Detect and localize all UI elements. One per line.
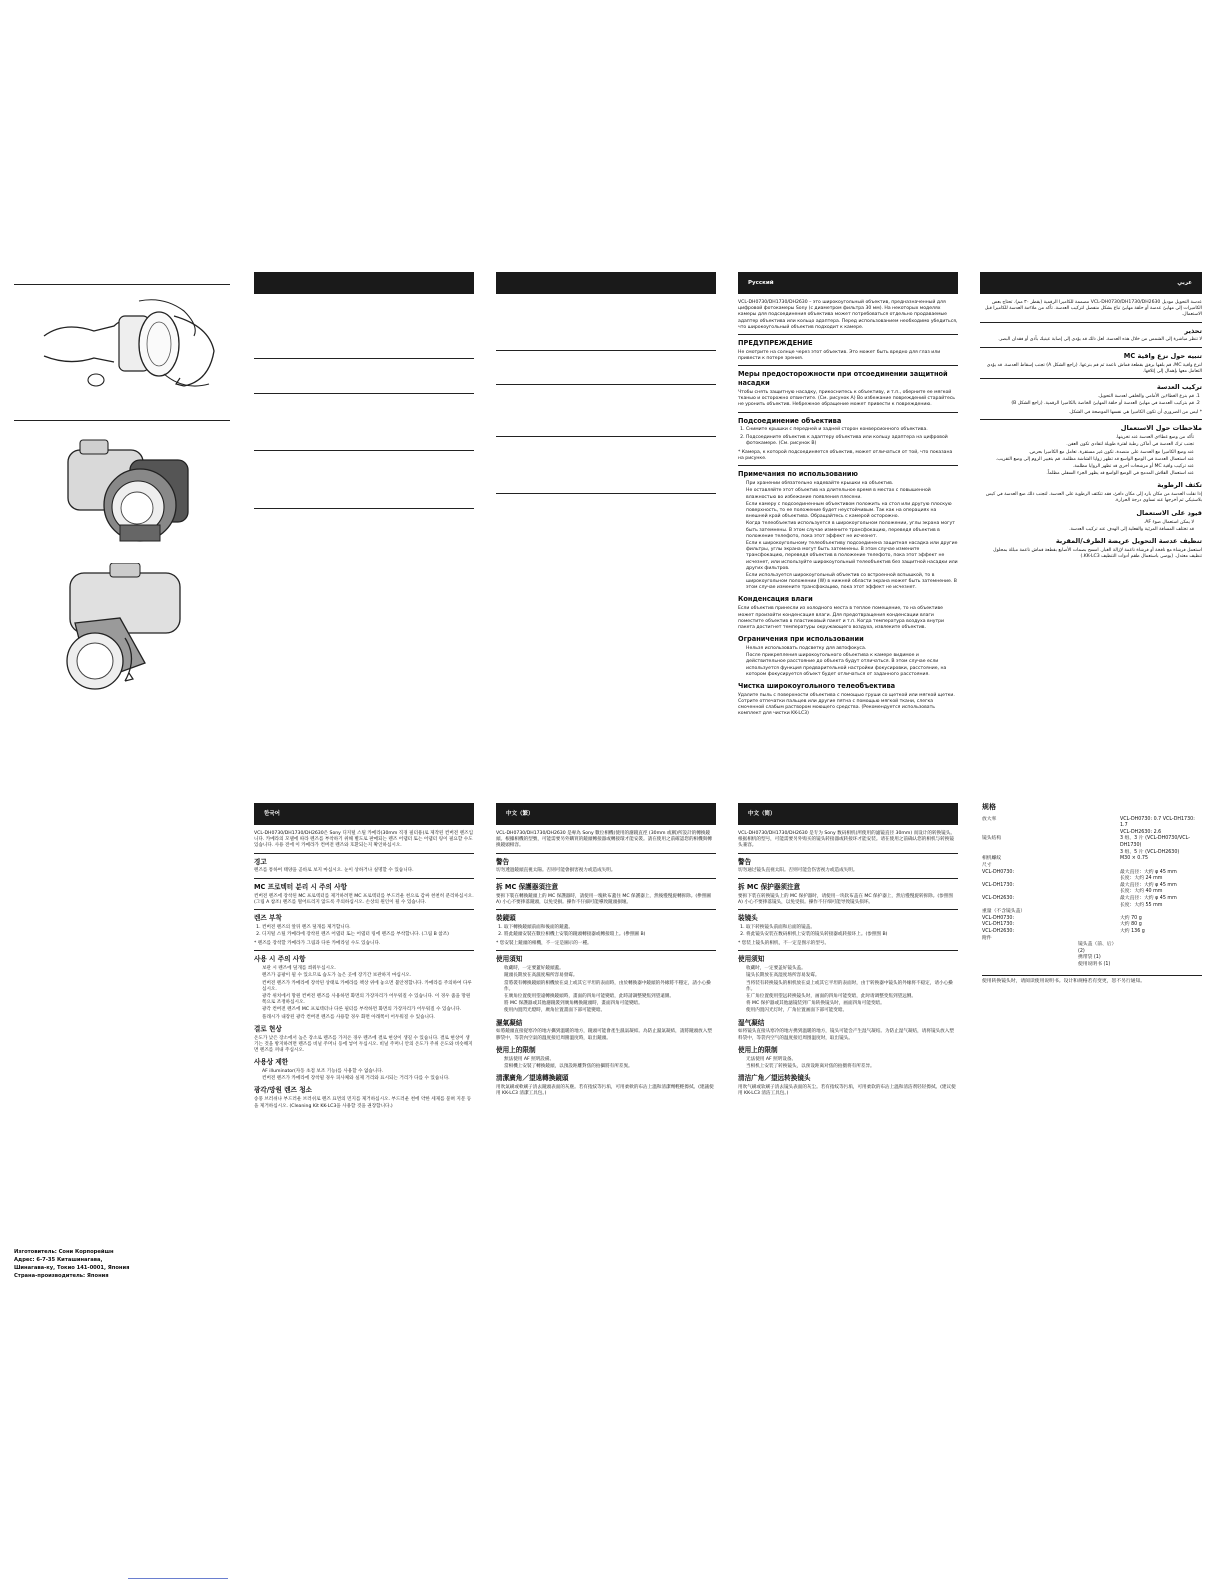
russian-section bbox=[738, 272, 958, 772]
spec-cell-item bbox=[1072, 883, 1120, 890]
korean-warning-title: 경고 bbox=[254, 857, 267, 866]
simp-chinese-clean-title: 清洁广角／望远转换镜头 bbox=[738, 1074, 811, 1083]
korean-note: • 광각 위치에서 망원 컨버전 렌즈를 사용하면 화면의 가장자리가 어두워질 수 있습니다. 이 경우 줌을 망원 쪽으로 조정하십시오. bbox=[262, 994, 474, 1006]
russian-cond-body: Если объектив принесли из холодного места в теплое помещение, то на объективе может произойти конденсация влаги. Для предотвращения конденсации влаги поместите объектив в пластиковый пакет и т.п. Когда температура воздуха внутри пакета достигнет температуры окружающего воздуха, извлеките объектив. bbox=[738, 606, 945, 630]
manufacturer-line: Изготовитель: Сони Корпорейшн bbox=[14, 1249, 114, 1255]
divider bbox=[254, 909, 474, 910]
russian-limits-title: Ограничения при использовании bbox=[738, 635, 864, 644]
trad-chinese-clean-body: 用吹氣刷或軟刷子清去鏡頭表面的灰塵。若有指紋等污垢，可用柔軟的布沾上溫和清潔劑輕輕擦拭。(建議使用 KK-LC3 清潔工具包。) bbox=[496, 1084, 714, 1097]
spec-cell-value: 大约 70 g bbox=[1120, 915, 1142, 921]
simp-chinese-limits-title: 使用上的限制 bbox=[738, 1045, 778, 1054]
spec-cell-value: 最大直径：大约 φ 45 mm bbox=[1120, 869, 1177, 875]
specifications-footer: 使用转换镜头时，请阅读使用说明书。设计和规格若有变更，恕不另行通知。 bbox=[982, 975, 1202, 986]
russian-notes-title: Примечания по использованию bbox=[738, 470, 858, 479]
trad-chinese-limits-title: 使用上的限制 bbox=[496, 1045, 536, 1054]
korean-attach-step: 1. 컨버전 렌즈의 앞뒤 렌즈 덮개를 제거합니다. bbox=[262, 925, 474, 931]
spec-cell-item bbox=[1072, 876, 1120, 883]
russian-note: • Если камеру с подсоединенным объективом положить на стол или другую плоскую поверхность, то ее положение будет неустойчивым. Так как на операциях на внешней край объектива. Обращайтесь с камерой осторожно. bbox=[746, 502, 958, 521]
simp-chinese-notes-title: 使用须知 bbox=[738, 955, 765, 964]
trad-chinese-intro: VCL-DH0730/DH1730/DH2630 是專為 Sony 數位相機(使用的濾鏡直徑 (30mm 或稱)所設計的轉換鏡頭。根據相機的型號，可能需要另外購買的鏡頭轉接器或轉接環才能安裝。請在使用之前確認您的相機與轉換鏡頭相容。 bbox=[496, 831, 712, 849]
arabic-note: • عند وضع الكاميرا مع العدسة على منضدة، تكون غير مستقرة. تعامل مع الكاميرا بحرص. bbox=[980, 450, 1194, 456]
simp-chinese-section bbox=[738, 803, 958, 1243]
simp-chinese-limit: • 当相机上安装了转换镜头，以预设距离对焦的拍摄将有所差异。 bbox=[746, 1064, 958, 1070]
russian-attach-step: 1. Снимите крышки с передней и задней сторон конверсионного объектива. bbox=[746, 427, 958, 433]
simp-chinese-attach-step: 2. 将此镜头安装在数码相机上安装的镜头转接器或转接环上。(参照图 B) bbox=[746, 932, 958, 938]
simp-chinese-mc-title: 拆 MC 保护器须注意 bbox=[738, 882, 801, 891]
korean-note: • 광각 컨버전 렌즈에 MC 프로텍터나 다른 필터를 부착하면 화면의 가장자리가 어두워질 수 있습니다. bbox=[262, 1007, 474, 1013]
korean-intro: VCL-DH0730/DH1730/DH2630은 Sony 디지털 스틸 카메라(30mm 직경 필터용)로 제작된 컨버전 렌즈입니다. 카메라의 모델에 따라 렌즈를 부착하기 위해 별도로 판매되는 렌즈 어댑터 또는 어댑터 링이 필요할 수도 있습니다. 사용 전에 이 카메라가 컨버전 렌즈와 호환되는지 확인하십시오. bbox=[254, 831, 474, 849]
korean-note: • 렌즈가 곰팡이 될 수 있으므로 습도가 높은 곳에 장기간 보관하지 마십시오. bbox=[262, 973, 474, 979]
trad-chinese-cond-body: 如將鏡頭直接從寒冷的地方攜到溫暖的地方，鏡頭可能會產生濕氣凝結。為防止濕氣凝結，請將鏡頭放入塑膠袋中，等袋內空氣的溫度接近周圍溫度時，取出鏡頭。 bbox=[496, 1029, 712, 1041]
russian-limit: • Нельзя использовать подсветку для автофокуса. bbox=[746, 646, 958, 652]
russian-cond-title: Конденсация влаги bbox=[738, 595, 813, 604]
spec-cell-item bbox=[1072, 909, 1120, 916]
simp-chinese-attach-step: 1. 取下转换镜头前面和后面的镜盖。 bbox=[746, 925, 958, 931]
spec-cell-item bbox=[1072, 850, 1120, 857]
simp-chinese-note: • 在广角位置使用望远转换镜头时，画面的四角可能变暗，此时请调整变焦到望远侧。 bbox=[746, 994, 958, 1000]
simp-chinese-intro: VCL-DH0730/DH1730/DH2630 是专为 Sony 数码相机(所使用的滤镜直径 30mm) 而设计的转换镜头。根据相机的型号，可能需要另外购买的镜头转接器或转接环才能安装。请在使用之前确认您的相机与转换镜头兼容。 bbox=[738, 831, 955, 849]
russian-note: • Когда телеобъектив используется в широкоугольном положении, углы экрана могут быть затемнены. В этом случае измените трансфокацию, переведя объектив в положение телефото, пока этот эффект не исчезнет. bbox=[746, 521, 958, 540]
arabic-attach-step: 1. قم بنزع الغطاءين الأمامي والخلفي لعدسة التحويل. bbox=[980, 394, 1194, 400]
arabic-limit: • قد تختلف المسافة المرئية والفعلية إلى الهدف عند تركيب العدسة. bbox=[980, 527, 1194, 533]
arabic-clean-body: استعمل فرشاة مع نافخة أو فرشاة ناعمة لإزالة الغبار. امسح بصمات الأصابع بقطعة قماش ناعمة مبللة بمحلول تنظيف معتدل. (يوصى باستعمال طقم أدوات التنظيف KK-LC3.) bbox=[993, 547, 1202, 559]
arabic-attach-title: تركيب العدسة bbox=[1156, 382, 1202, 391]
arabic-note: • عند استعمال الفلاش المدمج في الوضع الواسع قد يظهر الجزء السفلي مظلماً. bbox=[980, 471, 1194, 477]
blank-rule bbox=[254, 450, 474, 451]
simp-chinese-cond-body: 如将镜头直接从寒冷的地方携到温暖的地方，镜头可能会产生湿气凝结。为防止湿气凝结，请将镜头放入塑料袋中，等袋内空气的温度接近周围温度时，取出镜头。 bbox=[738, 1029, 954, 1041]
trad-chinese-note: • 鏡頭長期放在高濕度場所容易發霉。 bbox=[504, 973, 716, 979]
spec-cell-item bbox=[1072, 896, 1120, 903]
manufacturer-info bbox=[14, 1248, 129, 1280]
spec-cell-value: 长度：大约 40 mm bbox=[1120, 889, 1163, 895]
trad-chinese-notes-title: 使用須知 bbox=[496, 955, 523, 964]
spec-row bbox=[982, 942, 1202, 955]
simp-chinese-mc-body: 要拆下装在转换镜头上的 MC 保护器时，请使用一块软布盖在 MC 保护器上，然后慢慢旋转拆除。(参照图 A) 小心不要摔落镜头，以免受损。操作不仔细可能导致镜头损坏。 bbox=[738, 893, 953, 905]
arabic-cond-title: تكثف الرطوبة bbox=[1157, 481, 1202, 490]
spec-cell-label: 镜头结构 bbox=[982, 836, 1002, 842]
trad-chinese-mc-body: 要拆下裝在轉換鏡頭上的 MC 保護器時，請使用一塊軟布蓋住 MC 保護器上，然後慢慢旋轉拆除。(參照圖 A) 小心不要摔落鏡頭，以免受損。操作不仔細可能導致鏡頭損壞。 bbox=[496, 893, 711, 905]
blank-rule bbox=[496, 384, 716, 385]
simp-chinese-note: • 当将装有转换镜头的相机放在桌上或其它平坦的表面时，由于转换器中镜头的外缘将不稳定，请小心操作。 bbox=[746, 981, 958, 993]
simp-chinese-attach-title: 装镜头 bbox=[738, 913, 758, 922]
divider bbox=[738, 950, 958, 951]
trad-chinese-attach-title: 裝鏡頭 bbox=[496, 913, 516, 922]
spec-cell-item: 携带袋 (1) bbox=[1078, 955, 1101, 961]
manufacturer-line: Шинагава-ку, Токио 141-0001, Япония bbox=[14, 1265, 130, 1272]
spec-cell-label bbox=[982, 876, 1072, 883]
spec-row bbox=[982, 883, 1202, 890]
spec-cell-item bbox=[1072, 903, 1120, 910]
divider bbox=[738, 909, 958, 910]
blank-column-2 bbox=[496, 272, 716, 294]
simp-chinese-note: • 收藏时，一定要盖好镜头盖。 bbox=[746, 966, 958, 972]
russian-attach-note: * Камера, к которой подсоединяется объектив, может отличаться от той, что показана на рисунке. bbox=[738, 450, 953, 462]
divider bbox=[496, 909, 716, 910]
spec-cell-value: 大约 80 g bbox=[1120, 922, 1142, 928]
trad-chinese-cond-title: 濕氣凝結 bbox=[496, 1018, 523, 1027]
spec-cell-label: 放大率 bbox=[982, 816, 997, 822]
spec-cell-item bbox=[1072, 817, 1120, 830]
spec-cell-value bbox=[1120, 863, 1202, 870]
korean-notes-title: 사용 시 주의 사항 bbox=[254, 955, 306, 964]
russian-warning-title: ПРЕДУПРЕЖДЕНИЕ bbox=[738, 338, 813, 347]
divider bbox=[496, 878, 716, 879]
spec-row bbox=[982, 836, 1202, 849]
spec-cell-value bbox=[1120, 936, 1202, 943]
divider bbox=[496, 853, 716, 854]
spec-row bbox=[982, 850, 1202, 857]
spec-cell-item bbox=[1072, 863, 1120, 870]
korean-clean-body: 송풍 브러쉬나 부드러운 브러쉬로 렌즈 표면의 먼지를 제거하십시오. 부드러운 천에 약한 세제를 묻혀 지문 등을 제거하십시오. (Cleaning Kit KK-LC3을 사용할 것을 권장합니다.) bbox=[254, 1097, 472, 1109]
arabic-note: • عند استعمال العدسة في الوضع الواسع قد تظهر زوايا الشاشة مظلمة. قم بتغيير الزوم إلى وضع التقريب. bbox=[980, 457, 1194, 463]
divider bbox=[254, 878, 474, 879]
spec-cell-item: 使用说明书 (1) bbox=[1078, 962, 1111, 968]
divider bbox=[738, 465, 958, 466]
spec-cell-item bbox=[1072, 870, 1120, 877]
trad-chinese-note: • 將 MC 保護器或其他濾鏡裝到廣角轉換鏡頭時，畫面四角可能變暗。 bbox=[504, 1001, 716, 1007]
trad-chinese-section bbox=[496, 803, 716, 1243]
korean-limit: • AF illuminator(자동 초점 보조 기능)를 사용할 수 없습니다. bbox=[262, 1069, 474, 1075]
spec-cell-value bbox=[1120, 955, 1202, 962]
spec-cell-label: VCL-DH2630: bbox=[982, 895, 1015, 901]
arabic-mc-body: لنزع واقية MC، قم بلفها برفق بقطعة قماش ناعمة ثم قم بنزعها. (راجع الشكل A) تجنب إسقاط العدسة. قد يؤدي التعامل معها بإهمال إلى إتلافها. bbox=[986, 362, 1202, 374]
spec-cell-value: 最大直径：大约 φ 45 mm bbox=[1120, 895, 1177, 901]
russian-tab: Русский bbox=[738, 272, 958, 294]
korean-warning-body: 렌즈를 통하여 태양을 곧바로 보지 마십시오. 눈이 상하거나 실명할 수 있습니다. bbox=[254, 868, 414, 874]
spec-cell-value bbox=[1120, 942, 1202, 955]
arabic-cond-body: إذا نقلت العدسة من مكان بارد إلى مكان دافئ، فقد تتكثف الرطوبة على العدسة. لتجنب ذلك ضع العدسة في كيس بلاستيكي ثم أخرجها عند تساوي درجة الحرارة. bbox=[985, 492, 1202, 504]
spec-row bbox=[982, 896, 1202, 903]
trad-chinese-warning-title: 警告 bbox=[496, 857, 510, 866]
spec-cell-value: 长度：大约 24 mm bbox=[1120, 876, 1163, 882]
spec-row bbox=[982, 870, 1202, 877]
korean-note: • 컨버전 렌즈가 카메라에 장착된 상태로 카메라를 책상 위에 놓으면 불안정합니다. 카메라를 주의하여 다루십시오. bbox=[262, 981, 474, 993]
divider bbox=[738, 365, 958, 366]
russian-mc-title: Меры предосторожности при отсоединении защитной насадки bbox=[738, 370, 948, 388]
spec-cell-value bbox=[1120, 962, 1202, 969]
arabic-attach-note: * ليس من الضروري أن تكون الكاميرا هي نفسها الموضحة في الشكل. bbox=[1068, 410, 1202, 416]
spec-cell-label: VCL-DH2630: bbox=[982, 929, 1015, 935]
arabic-tab: عربي bbox=[980, 272, 1202, 294]
russian-note: • Не оставляйте этот объектив на длительное время в местах с повышенной влажностью во избежание появления плесени. bbox=[746, 488, 958, 500]
spec-row bbox=[982, 929, 1202, 936]
russian-warning-body: Не смотрите на солнце через этот объектив. Это может быть вредно для глаз или привести к потере зрения. bbox=[738, 349, 941, 362]
spec-row bbox=[982, 916, 1202, 923]
korean-note: • 플래시가 내장된 광각 컨버전 렌즈를 사용할 경우 화면 아래쪽이 어두워질 수 있습니다. bbox=[262, 1015, 474, 1021]
arabic-attach-step: 2. قم بتركيب العدسة في مهايئ العدسة أو حلقة المهايئ الخاصة بالكاميرا الرقمية. (راجع الشكل B) bbox=[980, 401, 1194, 407]
trad-chinese-note: • 使用內置閃光燈時，廣角位置畫面下部可能變暗。 bbox=[504, 1008, 716, 1014]
blank-header-bar-2 bbox=[496, 272, 716, 294]
spec-row bbox=[982, 922, 1202, 929]
trad-chinese-attach-step: 1. 取下轉換鏡頭前面和後面的鏡蓋。 bbox=[504, 925, 716, 931]
spec-cell-value: 3 组、3 片 (VCL-DH0730/VCL-DH1730) bbox=[1120, 836, 1190, 849]
simp-chinese-note: • 镜头长期放在高湿度场所容易发霉。 bbox=[746, 973, 958, 979]
blank-rule bbox=[496, 436, 716, 437]
korean-note: • 보관 시 렌즈에 덮개를 씌워두십시오. bbox=[262, 966, 474, 972]
trad-chinese-note: • 當將裝有轉換鏡頭的相機放在桌上或其它平坦的表面時，由於轉換器中鏡頭的外緣將不穩定，請小心操作。 bbox=[504, 981, 716, 993]
trad-chinese-attach-step: 2. 將此鏡頭安裝在數位相機上安裝的鏡頭轉接器或轉接環上。(參照圖 B) bbox=[504, 932, 716, 938]
spec-row bbox=[982, 909, 1202, 916]
spec-cell-label: VCL-DH0730: bbox=[982, 915, 1015, 921]
trad-chinese-tab: 中文（繁） bbox=[496, 803, 716, 825]
arabic-warning-body: لا تنظر مباشرة إلى الشمس من خلال هذه العدسة. لعل ذلك قد يؤدي إلى إصابة عينيك بأذى أو فقدان البصر. bbox=[998, 337, 1202, 343]
manufacturer-line: Адрес: 6-7-35 Киташинагава, bbox=[14, 1257, 103, 1264]
spec-cell-item bbox=[1072, 922, 1120, 929]
trad-chinese-attach-note: * 您安裝上鏡頭的相機，不一定是圖示的一種。 bbox=[496, 941, 592, 947]
trad-chinese-note: • 在廣角位置使用望遠轉換鏡頭時，畫面的四角可能變暗，此時請調整變焦到望遠側。 bbox=[504, 994, 716, 1000]
russian-intro: VCL-DH0730/DH1730/DH2630 – это широкоугольный объектив, предназначенный для цифровой фотокамеры Sony (с диаметром фильтра 30 мм). На некоторых моделях камеры для подсоединения объектива может потребоваться отдельно продаваемые адаптер объектива или кольцо адаптера. Перед использованием необходимо убедиться, что широкоугольный объектив подходит к камере. bbox=[738, 300, 958, 330]
trad-chinese-limit: • 無法使用 AF 照明設備。 bbox=[504, 1057, 716, 1063]
russian-mc-body: Чтобы снять защитную насадку, прикоснитесь к объективу, и т.п., оберните ее мягкой тканью и осторожно отвинтите. (См. рисунок A) Во избежание повреждений старайтесь не уронить объектив. Небрежное обращение может привести к повреждению. bbox=[738, 389, 955, 408]
simp-chinese-clean-body: 用吹气刷或软刷子清去镜头表面的灰尘。若有指纹等污垢，可用柔软的布沾上温和清洁剂轻轻擦拭。(建议使用 KK-LC3 清洁工具包。) bbox=[738, 1084, 956, 1097]
spec-cell-label bbox=[982, 955, 1072, 962]
korean-attach-step: 2. 디지털 스틸 카메라에 장착된 렌즈 어댑터 또는 어댑터 링에 렌즈를 부착합니다. (그림 B 참조) bbox=[262, 932, 474, 938]
blank-rule bbox=[254, 508, 474, 509]
divider bbox=[980, 378, 1202, 379]
korean-attach-title: 렌즈 부착 bbox=[254, 913, 282, 922]
spec-row bbox=[982, 962, 1202, 969]
korean-cond-title: 결로 현상 bbox=[254, 1024, 282, 1033]
spec-cell-label bbox=[982, 889, 1072, 896]
korean-tab: 한국어 bbox=[254, 803, 474, 825]
arabic-note: • عند تركيب واقية MC أو مرشحات أخرى قد تظهر الزوايا مظلمة. bbox=[980, 464, 1194, 470]
divider bbox=[738, 853, 958, 854]
spec-row bbox=[982, 817, 1202, 830]
russian-clean-title: Чистка широкоугольного телеобъектива bbox=[738, 681, 896, 690]
arabic-warning-title: تحذير bbox=[1184, 326, 1202, 335]
simp-chinese-limit: • 无法使用 AF 照明设备。 bbox=[746, 1057, 958, 1063]
trad-chinese-limit: • 當相機上安裝了轉換鏡頭，以預設距離對焦的拍攝將有所差異。 bbox=[504, 1064, 716, 1070]
figure-b-camera-with-adapter-illustration bbox=[60, 430, 210, 545]
specifications-table bbox=[982, 817, 1202, 969]
russian-clean-body: Удалите пыль с поверхности объектива с помощью груши со щеткой или мягкой щетки. Сотрите отпечатки пальцев или другие пятна с помощью мягкой ткани, слегка смоченной слабым раствором моющего средства. (Рекомендуется использовать комплект для чистки KK-LC3) bbox=[738, 692, 955, 717]
specifications-title: 规格 bbox=[982, 803, 996, 811]
korean-limits-title: 사용상 제한 bbox=[254, 1058, 289, 1067]
russian-note: • При хранении обязательно надевайте крышки на объектив. bbox=[746, 481, 958, 487]
spec-cell-item bbox=[1072, 929, 1120, 936]
divider bbox=[980, 419, 1202, 420]
russian-limit: • После прикрепления широкоугольного объектива к камере видимое и действительное расстояние до объекта будут отличаться. В этом случае если используется функция предварительной настройки фокусировки, расстояние, на котором фокусируется объект будет отличаться от заданного расстояния. bbox=[746, 653, 958, 678]
simp-chinese-note: • 将 MC 保护器或其他滤镜装到广角转换镜头时，画面四角可能变暗。 bbox=[746, 1001, 958, 1007]
russian-attach-title: Подсоединение объектива bbox=[738, 416, 842, 425]
russian-attach-step: 2. Подсоедините объектив к адаптеру объектива или кольцу адаптера на цифровой фотокамере. (См. рисунок B) bbox=[746, 435, 958, 447]
divider bbox=[738, 412, 958, 413]
arabic-limit: • لا يمكن استعمال ضوء AF. bbox=[980, 520, 1194, 526]
spec-cell-value: VCL-DH2630: 2.6 bbox=[1120, 829, 1162, 835]
korean-attach-note: * 렌즈를 장착할 카메라가 그림과 다른 카메라일 수도 있습니다. bbox=[254, 941, 381, 947]
spec-cell-item: 镜头盖（前、后）(2) bbox=[1078, 942, 1117, 954]
arabic-limits-title: قيود على الاستعمال bbox=[1136, 508, 1202, 517]
simp-chinese-warning-body: 切勿通过镜头直视太阳。否则可能会伤害视力或造成失明。 bbox=[738, 868, 858, 874]
bottom-rule bbox=[128, 1578, 228, 1579]
spec-cell-label bbox=[982, 942, 1072, 955]
trad-chinese-note: • 收藏時，一定要蓋好鏡頭蓋。 bbox=[504, 966, 716, 972]
spec-cell-value: VCL-DH0730: 0.7 VCL-DH1730: 1.7 bbox=[1120, 816, 1195, 829]
spec-row bbox=[982, 856, 1202, 863]
divider bbox=[980, 322, 1202, 323]
simp-chinese-warning-title: 警告 bbox=[738, 857, 752, 866]
figure-top-rule bbox=[14, 284, 230, 285]
spec-cell-label bbox=[982, 962, 1072, 969]
arabic-section bbox=[980, 272, 1202, 772]
spec-cell-label: 重量（不含镜头盖） bbox=[982, 909, 1026, 915]
figure-a-remove-protector-illustration bbox=[34, 296, 224, 396]
arabic-clean-title: تنظيف عدسة التحويل عريضة الطرف/المقربة bbox=[1055, 536, 1202, 545]
divider bbox=[254, 950, 474, 951]
spec-row bbox=[982, 876, 1202, 883]
russian-note: • Если используется широкоугольный объектив со встроенной вспышкой, то в широкоугольном положении (W) в нижней области экрана может быть затемнение. В этом случае измените трансфокацию, пока этот эффект не исчезнет. bbox=[746, 573, 958, 592]
divider bbox=[254, 853, 474, 854]
spec-cell-value: 长度：大约 55 mm bbox=[1120, 902, 1163, 908]
spec-cell-label: VCL-DH0730: bbox=[982, 869, 1015, 875]
trad-chinese-clean-title: 清潔廣角／望遠轉換鏡頭 bbox=[496, 1074, 569, 1083]
korean-limit: • 컨버전 렌즈가 카메라에 장착될 경우 피사체와 실제 거리와 표시되는 거리가 다를 수 있습니다. bbox=[262, 1076, 474, 1082]
spec-cell-label: VCL-DH1730: bbox=[982, 922, 1015, 928]
trad-chinese-warning-body: 切勿透過鏡頭直視太陽。否則可能會損害視力或造成失明。 bbox=[496, 868, 616, 874]
simp-chinese-attach-note: * 您装上镜头的相机，不一定是图示的型号。 bbox=[738, 941, 830, 947]
arabic-mc-title: تنبيه حول نزع واقية MC bbox=[1123, 351, 1202, 360]
korean-section bbox=[254, 803, 474, 1323]
blank-rule bbox=[496, 350, 716, 351]
spec-cell-item bbox=[1072, 889, 1120, 896]
arabic-notes-title: ملاحظات حول الاستعمال bbox=[1120, 424, 1202, 433]
spec-cell-item bbox=[1072, 916, 1120, 923]
simp-chinese-note: • 使用内置闪光灯时，广角位置画面下部可能变暗。 bbox=[746, 1008, 958, 1014]
korean-cond-body: 온도가 낮은 장소에서 높은 장소로 렌즈를 가져온 경우 렌즈에 결로 현상이 생길 수 있습니다. 결로 현상이 생기는 것을 방지하려면 렌즈를 비닐 주머니 등에 넣어 두십시오. 비닐 주머니 안의 온도가 주위 온도와 비슷해지면 렌즈를 꺼내 주십시오. bbox=[254, 1035, 473, 1054]
divider bbox=[980, 347, 1202, 348]
spec-cell-item bbox=[1072, 830, 1120, 837]
korean-mc-body: 컨버전 렌즈에 장착된 MC 프로텍터를 제거하려면 MC 프로텍터를 부드러운 천으로 감싸 천천히 분리하십시오. (그림 A 참조) 렌즈를 떨어뜨리지 않도록 주의하십시오. 손상의 원인이 될 수 있습니다. bbox=[254, 893, 474, 905]
spec-cell-label: 附件 bbox=[982, 935, 992, 941]
spec-cell-label: 相机螺纹 bbox=[982, 856, 1002, 862]
divider bbox=[496, 950, 716, 951]
blank-column-1 bbox=[254, 272, 474, 294]
blank-header-bar-1 bbox=[254, 272, 474, 294]
spec-row bbox=[982, 889, 1202, 896]
simp-chinese-tab: 中文（简） bbox=[738, 803, 958, 825]
specifications-section bbox=[982, 803, 1202, 985]
spec-cell-label: 尺寸 bbox=[982, 862, 992, 868]
figure-b-attach-lens-illustration bbox=[50, 563, 200, 693]
divider bbox=[738, 334, 958, 335]
arabic-intro: عدسة التحويل موديل VCL-DH0730/DH1730/DH2630 مصممة للكاميرا الرقمية (بقطر ٣٠ مم). تحتاج بعض الكاميرات إلى مهايئ عدسة أو حلقة مهايئ تباع بشكل منفصل لتركيب العدسة. تأكد من ملاءمة العدسة للكاميرا قبل الاستعمال. bbox=[984, 300, 1202, 318]
blank-rule bbox=[254, 393, 474, 394]
divider bbox=[738, 878, 958, 879]
spec-cell-value: 最大直径：大约 φ 45 mm bbox=[1120, 882, 1177, 888]
spec-cell-value: 3 组、5 片 (VCL-DH2630) bbox=[1120, 849, 1180, 855]
russian-note: • Если к широкоугольному телеобъективу подсоединена защитная насадка или другие фильтры, углы экрана могут быть затемнены. В этом случае измените трансфокацию, переведя объектив в положение телефото, пока этот эффект не исчезнет, или используйте широкоугольный телеобъектив без защитной насадки или других фильтров. bbox=[746, 541, 958, 572]
manufacturer-line: Страна-производитель: Япония bbox=[14, 1273, 109, 1280]
blank-rule bbox=[496, 493, 716, 494]
korean-mc-title: MC 프로텍터 분리 시 주의 사항 bbox=[254, 882, 347, 891]
spec-cell-item bbox=[1072, 856, 1120, 863]
korean-clean-title: 광각/망원 렌즈 청소 bbox=[254, 1086, 312, 1095]
figure-mid-rule bbox=[14, 420, 230, 421]
arabic-note: • تجنب ترك العدسة في أماكن رطبة لفترة طويلة لتفادي تكون العفن. bbox=[980, 442, 1194, 448]
spec-cell-value bbox=[1120, 909, 1202, 916]
spec-cell-label: VCL-DH1730: bbox=[982, 882, 1015, 888]
spec-cell-value: M30 × 0.75 bbox=[1120, 856, 1148, 862]
trad-chinese-mc-title: 拆 MC 保護器須注意 bbox=[496, 882, 559, 891]
spec-cell-item bbox=[1072, 836, 1120, 849]
spec-cell-value: 大约 136 g bbox=[1120, 929, 1145, 935]
simp-chinese-cond-title: 湿气凝结 bbox=[738, 1018, 765, 1027]
arabic-note: • تأكد من وضع غطاءي العدسة عند تخزينها. bbox=[980, 435, 1194, 441]
blank-rule bbox=[254, 358, 474, 359]
spec-row bbox=[982, 863, 1202, 870]
